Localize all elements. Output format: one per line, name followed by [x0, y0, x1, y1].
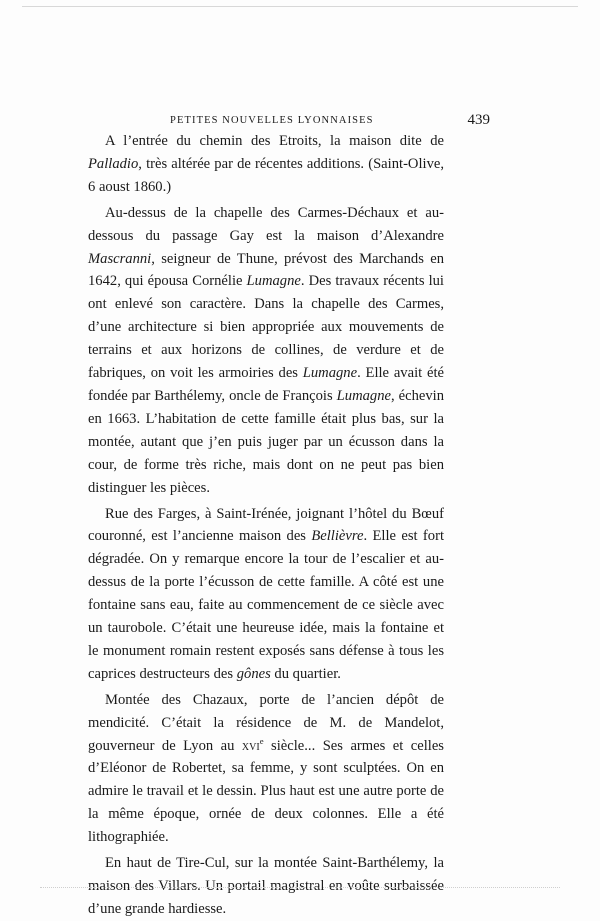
paragraph-chazaux [88, 689, 444, 849]
page-number: 439 [467, 112, 490, 128]
text-run: Montée des Chazaux, porte de l’ancien dépôt de mendicité. C’était la résidence de M. de Mandelot, gouverneur de Lyon au [88, 691, 444, 754]
text-run: , très altérée par de récentes additions. (Saint-Olive, 6 aoust 1860.) [88, 155, 444, 195]
text-run: En haut de Tire-Cul, sur la montée Saint-Barthélemy, la maison des Villars. Un portail magistral en voûte surbaissée d’une grande hardiesse. [88, 855, 444, 917]
italic-name: Lumagne [302, 365, 358, 382]
text-run: siècle... Ses armes et celles d’Eléonor de Robertet, sa femme, y sont sculptées. On en admire le travail et le dessin. Plus haut est une autre porte de la même époque, ornée de deux colonnes. Elle a été lithographiée. [88, 737, 444, 846]
text-run: Rue des Farges, à Saint-Irénée, joignant l’hôtel du Bœuf couronné, est l’ancienne maison des [88, 505, 444, 545]
italic-name: gônes [236, 665, 271, 682]
text-run: A l’entrée du chemin des Etroits, la maison dite de [105, 133, 444, 149]
page-bottom-edge [40, 887, 560, 888]
roman-numeral: xvi [241, 737, 260, 754]
body-text [88, 130, 444, 921]
text-run: Au-dessus de la chapelle des Carmes-Déchaux et au-dessous du passage Gay est la maison d’Alexandre [88, 204, 444, 244]
paragraph-bellievre [88, 503, 444, 686]
page-top-edge [22, 6, 578, 7]
paragraph-mascranni [88, 202, 444, 500]
text-run: du quartier. [270, 665, 341, 682]
superscript: e [259, 735, 264, 746]
italic-name: Mascranni [88, 250, 152, 267]
italic-name: Lumagne [336, 387, 391, 404]
running-head: PETITES NOUVELLES LYONNAISES [170, 115, 374, 126]
text-run: . Des travaux récents lui ont enlevé son caractère. Dans la chapelle des Carmes, d’une architecture si bien appropriée aux mouvements de terrains et aux horizons de collines, de verdure et de fabriques, on voit les armoiries des [88, 273, 444, 382]
text-run: . Elle avait été fondée par Barthélemy, oncle de François [88, 365, 444, 404]
text-run: , échevin en 1663. L’habitation de cette famille était plus bas, sur la montée, autant que j’en puis juger par un écusson dans la cour, de forme très riche, mais dont on ne peut pas bien distinguer les pièces. [88, 387, 444, 496]
italic-name: Bellièvre [311, 528, 364, 545]
italic-name: Lumagne [246, 273, 301, 290]
text-run: , seigneur de Thune, prévost des Marchands en 1642, qui épousa Cornélie [88, 250, 444, 290]
text-run: . Elle est fort dégradée. On y remarque encore la tour de l’escalier et au-dessus de la porte l’écusson de cette famille. A côté est une fontaine sans eau, faite au commencement de ce siècle avec un taurobole. C’était une heureuse idée, mais la fontaine et le monument romain restent exposés sans défense à tous les caprices destructeurs des [88, 528, 444, 682]
paragraph-palladio [88, 130, 444, 199]
italic-name: Palladio [88, 155, 139, 172]
